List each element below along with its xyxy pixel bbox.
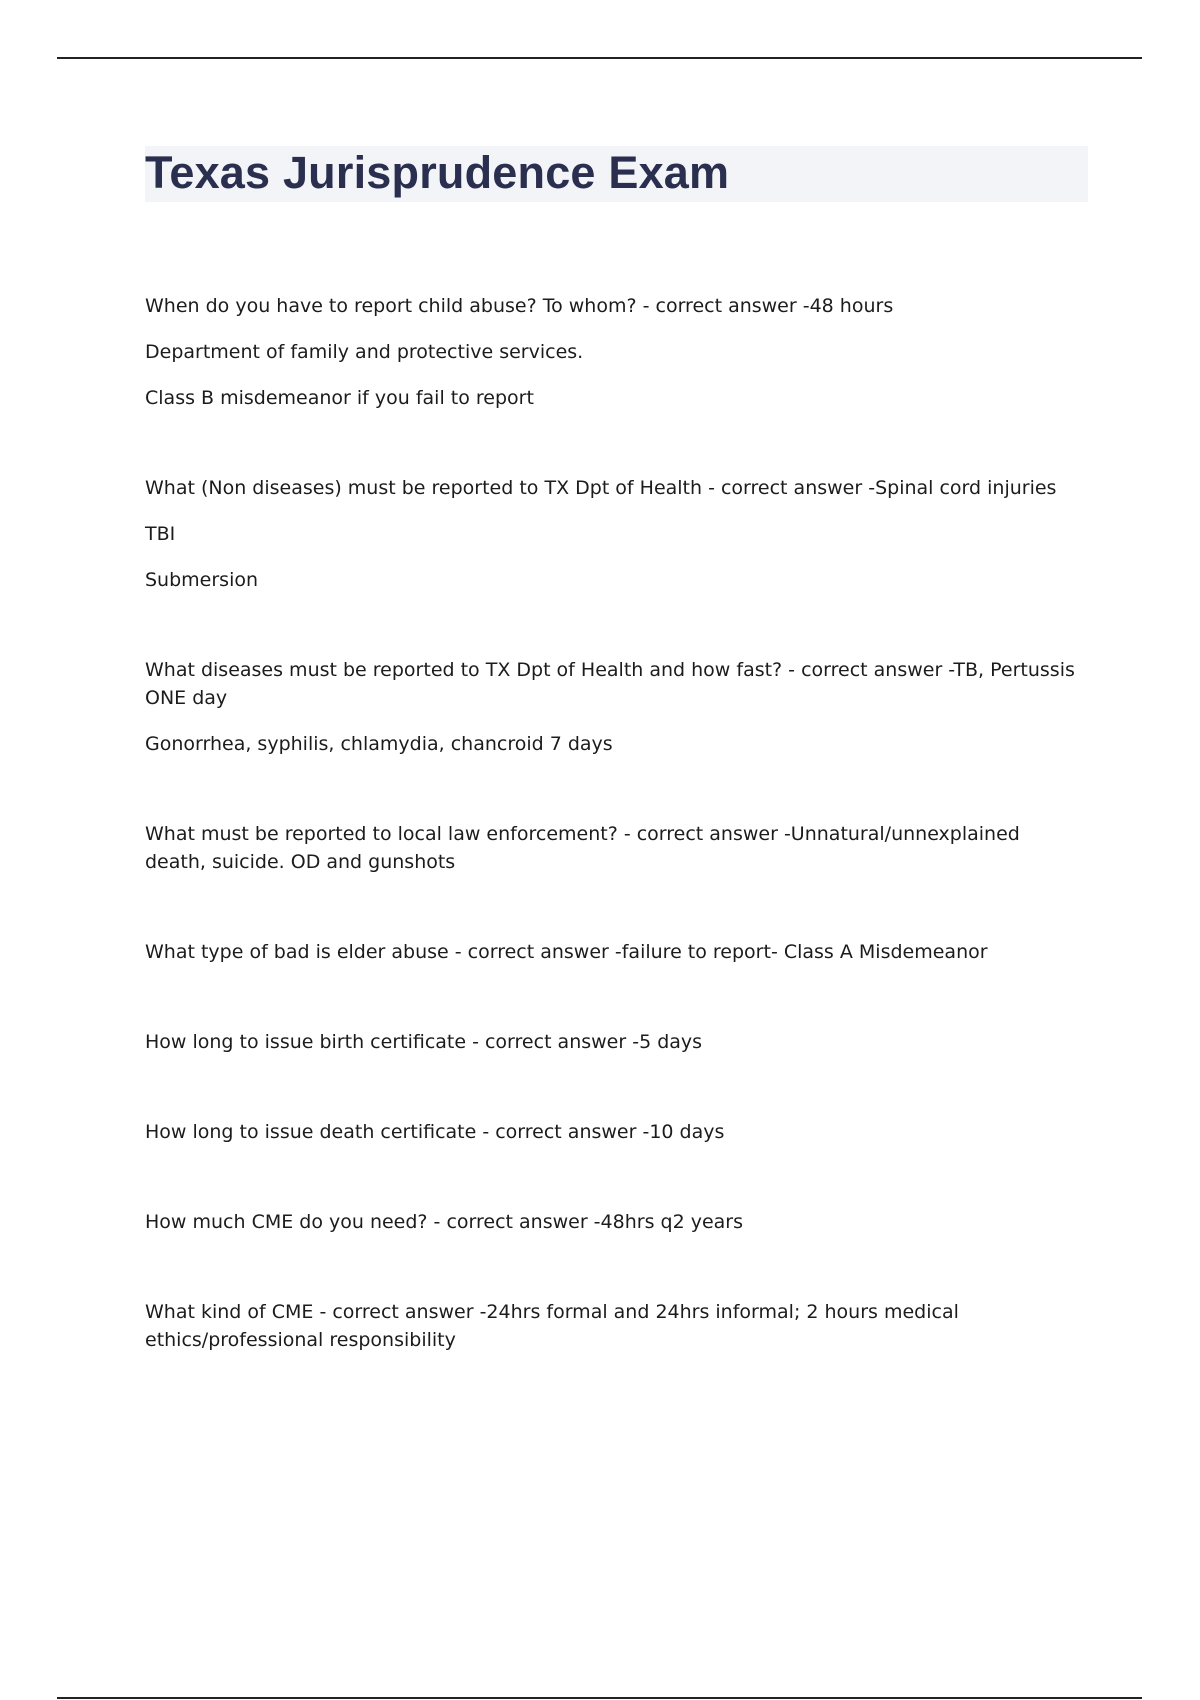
qa-line: TBI	[145, 523, 176, 545]
qa-line: How long to issue birth certificate - correct answer -5 days	[145, 1031, 703, 1053]
qa-line: Submersion	[145, 569, 259, 591]
qa-line: When do you have to report child abuse? To whom? - correct answer -48 hours	[145, 295, 894, 317]
qa-line: What kind of CME - correct answer -24hrs formal and 24hrs informal; 2 hours medical ethics/professional responsibility	[145, 1301, 959, 1351]
document-title: Texas Jurisprudence Exam	[145, 147, 730, 198]
qa-line: What diseases must be reported to TX Dpt of Health and how fast? - correct answer -TB, Pertussis ONE day	[145, 659, 1075, 709]
top-rule	[57, 57, 1142, 59]
qa-line: What type of bad is elder abuse - correct answer -failure to report- Class A Misdemeanor	[145, 941, 988, 963]
bottom-rule	[57, 1697, 1142, 1699]
qa-item-diseases	[145, 656, 1085, 758]
qa-line: What must be reported to local law enforcement? - correct answer -Unnatural/unnexplained death, suicide. OD and gunshots	[145, 823, 1020, 873]
qa-line: Gonorrhea, syphilis, chlamydia, chancroid 7 days	[145, 733, 613, 755]
qa-item-cme-amount	[145, 1208, 1085, 1236]
qa-item-law-enforcement	[145, 820, 1085, 876]
qa-line: Department of family and protective services.	[145, 341, 584, 363]
qa-item-death-certificate	[145, 1118, 1085, 1146]
qa-line: How much CME do you need? - correct answer -48hrs q2 years	[145, 1211, 743, 1233]
qa-item-birth-certificate	[145, 1028, 1085, 1056]
qa-item-cme-kind	[145, 1298, 1085, 1354]
qa-item-elder-abuse	[145, 938, 1085, 966]
qa-item-child-abuse	[145, 292, 1085, 412]
qa-line: How long to issue death certificate - correct answer -10 days	[145, 1121, 725, 1143]
qa-item-non-diseases	[145, 474, 1085, 594]
qa-list	[145, 292, 1085, 1416]
qa-line: What (Non diseases) must be reported to TX Dpt of Health - correct answer -Spinal cord injuries	[145, 477, 1057, 499]
qa-line: Class B misdemeanor if you fail to report	[145, 387, 534, 409]
